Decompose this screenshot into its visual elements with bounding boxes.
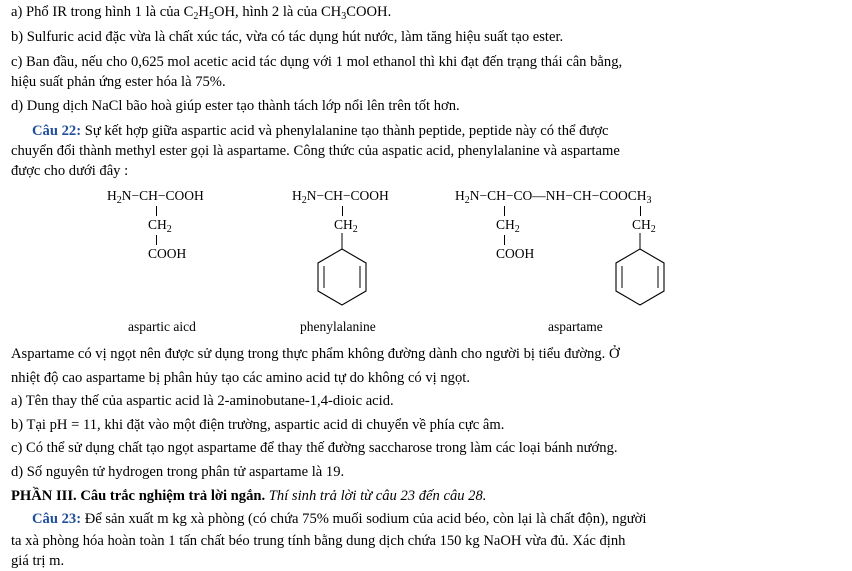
question-22-line3: được cho dưới đây : xyxy=(11,163,129,179)
question-22-statement-d: d) Số nguyên tử hydrogen trong phân tử aspartame là 19. xyxy=(11,464,345,480)
question-22-line2: chuyển đổi thành methyl ester gọi là aspartame. Công thức của aspatic acid, phenylalanine và aspartame xyxy=(11,143,620,159)
question-22-label: Câu 22: xyxy=(32,123,82,139)
statement-c-line1: c) Ban đầu, nếu cho 0,625 mol acetic acid tác dụng với 1 mol ethanol thì khi đạt đến trạng thái cân bằng, xyxy=(11,54,623,70)
question-23-line2: ta xà phòng hóa hoàn toàn 1 tấn chất béo trung tính bằng dung dịch chứa 150 kg NaOH vừa đủ. Xác định xyxy=(11,533,626,549)
question-23-line3: giá trị m. xyxy=(11,553,65,569)
bond-line xyxy=(342,206,343,216)
question-22-line1 xyxy=(32,123,609,140)
subscript: 5 xyxy=(208,11,214,22)
statement-a xyxy=(11,4,391,21)
statement-a-suffix: COOH. xyxy=(346,4,392,20)
question-23-label: Câu 23: xyxy=(32,511,82,527)
bond-line xyxy=(504,235,505,245)
question-22-statement-c: c) Có thể sử dụng chất tạo ngọt aspartame để thay thế đường saccharose trong làm các loại bánh nướng. xyxy=(11,440,618,456)
question-22-text: Sự kết hợp giữa aspartic acid và phenylalanine tạo thành peptide, peptide này có thể được xyxy=(81,123,609,139)
phenyl-top-formula: $H_2N-CH-COOH$ xyxy=(292,188,389,206)
aspartic-top-formula: $H_2N-CH-COOH$ xyxy=(107,188,204,206)
statement-a-prefix: a) Phổ IR trong hình 1 là của C xyxy=(11,4,194,20)
question-23-text: Để sản xuất m kg xà phòng (có chứa 75% muối sodium của acid béo, còn lại là chất độn), người xyxy=(81,511,647,527)
aspartic-cooh: COOH xyxy=(148,246,187,261)
subscript: 2 xyxy=(193,11,199,22)
question-22-statement-b: b) Tại pH = 11, khi đặt vào một điện trường, aspartic acid di chuyển về phía cực âm. xyxy=(11,417,505,433)
part-3-title: PHẦN III. Câu trắc nghiệm trả lời ngắn. xyxy=(11,488,266,504)
aspartame-ch2-left: $CH_2$ xyxy=(496,217,520,235)
subscript: 3 xyxy=(341,11,347,22)
benzene-ring-phenylalanine xyxy=(312,233,372,313)
statement-a-mid1: H xyxy=(198,4,209,20)
bond-line xyxy=(504,206,505,216)
aspartic-caption: aspartic aicd xyxy=(128,319,196,334)
question-22-after2: nhiệt độ cao aspartame bị phân hủy tạo các amino acid tự do không có vị ngọt. xyxy=(11,370,470,386)
aspartame-cooh: COOH xyxy=(496,246,535,261)
bond-line xyxy=(640,206,641,216)
aspartame-ch2-right: $CH_2$ xyxy=(632,217,656,235)
part-3-instruction: Thí sinh trả lời từ câu 23 đến câu 28. xyxy=(265,488,487,504)
aspartic-ch2: $CH_2$ xyxy=(148,217,172,235)
aspartame-caption: aspartame xyxy=(548,319,603,334)
bond-line xyxy=(156,206,157,216)
question-22-statement-a: a) Tên thay thế của aspartic acid là 2-aminobutane-1,4-dioic acid. xyxy=(11,393,394,409)
statement-d: d) Dung dịch NaCl bão hoà giúp ester tạo thành tách lớp nổi lên trên tốt hơn. xyxy=(11,98,460,114)
question-22-after1: Aspartame có vị ngọt nên được sử dụng trong thực phẩm không đường dành cho người bị tiểu đường. Ở xyxy=(11,346,620,362)
statement-a-mid2: OH, hình 2 là của CH xyxy=(213,4,342,20)
question-23-line1 xyxy=(32,511,646,528)
part-3-heading xyxy=(11,488,486,505)
aspartame-top-formula: $H_2N-CH-CO—NH-CH-COOCH_3$ xyxy=(455,188,652,206)
bond-line xyxy=(156,235,157,245)
phenyl-ch2: $CH_2$ xyxy=(334,217,358,235)
statement-b: b) Sulfuric acid đặc vừa là chất xúc tác, vừa có tác dụng hút nước, làm tăng hiệu suất tạo ester. xyxy=(11,29,564,45)
benzene-ring-aspartame xyxy=(610,233,670,313)
statement-c-line2: hiệu suất phản ứng ester hóa là 75%. xyxy=(11,74,226,90)
phenyl-caption: phenylalanine xyxy=(300,319,376,334)
